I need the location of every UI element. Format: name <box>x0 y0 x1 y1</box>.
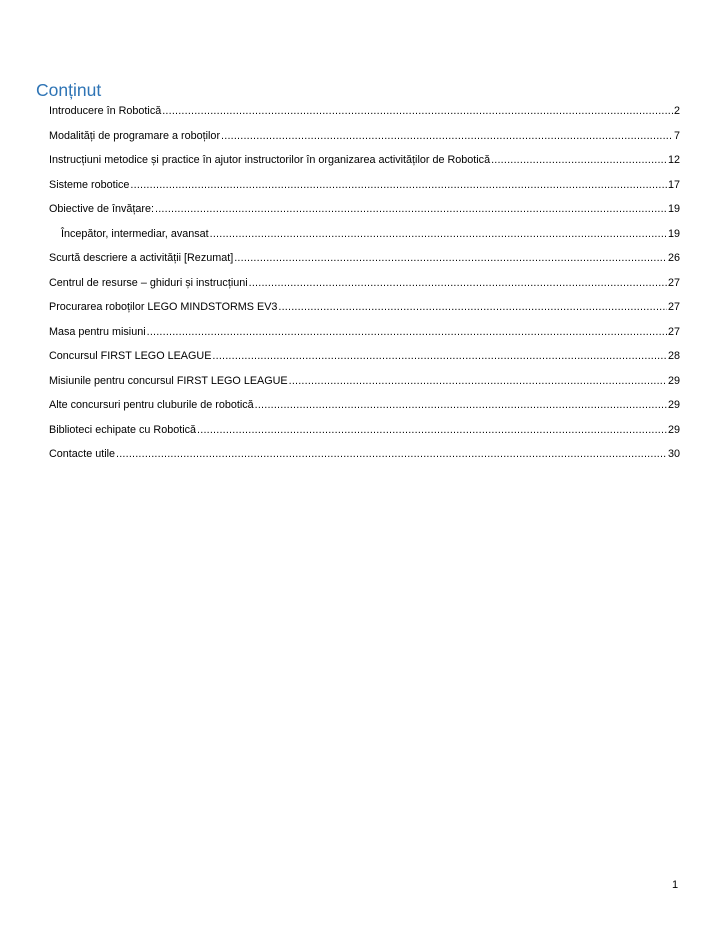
toc-entry[interactable] <box>49 175 680 200</box>
toc-entry-page: 12 <box>667 154 680 166</box>
toc-dot-leader <box>155 199 667 219</box>
toc-entry-page: 27 <box>667 325 680 338</box>
toc-dot-leader <box>278 297 667 317</box>
toc-dot-leader <box>210 224 667 244</box>
toc-entry[interactable] <box>49 444 680 469</box>
toc-entry-title: Alte concursuri pentru cluburile de robotică <box>49 399 254 411</box>
toc-dot-leader <box>234 248 667 268</box>
toc-entry[interactable] <box>49 199 680 224</box>
toc-heading: Conținut <box>36 80 102 100</box>
toc-entry-page: 2 <box>673 105 680 117</box>
toc-entry-page: 29 <box>667 399 680 411</box>
toc-dot-leader <box>197 420 667 440</box>
toc-entry-title: Obiective de învățare: <box>49 203 155 215</box>
toc-entry-title: Sisteme robotice <box>49 178 130 191</box>
toc-entry-title: Biblioteci echipate cu Robotică <box>49 423 197 436</box>
toc-entry[interactable] <box>49 150 680 175</box>
table-of-contents <box>49 101 680 469</box>
toc-entry-title: Misiunile pentru concursul FIRST LEGO LEAGUE <box>49 374 288 387</box>
toc-subentry[interactable] <box>49 224 680 249</box>
toc-entry-page: 30 <box>667 448 680 460</box>
toc-entry-title: Introducere în Robotică <box>49 105 162 117</box>
toc-entry[interactable] <box>49 273 680 298</box>
toc-dot-leader <box>130 175 667 195</box>
toc-entry-title: Modalități de programare a roboților <box>49 129 221 142</box>
toc-entry[interactable] <box>49 371 680 396</box>
toc-dot-leader <box>289 371 667 391</box>
toc-entry[interactable] <box>49 126 680 151</box>
toc-entry[interactable] <box>49 322 680 347</box>
toc-dot-leader <box>212 346 667 366</box>
toc-dot-leader <box>116 444 667 464</box>
toc-entry[interactable] <box>49 297 680 322</box>
toc-entry[interactable] <box>49 420 680 445</box>
page-number: 1 <box>672 879 679 891</box>
toc-entry-page: 29 <box>667 374 680 387</box>
toc-dot-leader <box>147 322 667 342</box>
toc-entry-title: Instrucțiuni metodice și practice în ajutor instructorilor în organizarea activităților de Robotică <box>49 154 491 166</box>
toc-entry-page: 29 <box>667 423 680 436</box>
toc-dot-leader <box>249 273 667 293</box>
toc-entry-page: 27 <box>667 276 680 289</box>
toc-entry-page: 28 <box>667 350 680 362</box>
toc-entry-page: 27 <box>667 301 680 313</box>
toc-dot-leader <box>255 395 667 415</box>
toc-entry[interactable] <box>49 101 680 126</box>
toc-dot-leader <box>221 126 673 146</box>
toc-entry-title: Contacte utile <box>49 448 116 460</box>
toc-dot-leader <box>491 150 667 170</box>
toc-entry-page: 17 <box>667 178 680 191</box>
toc-entry[interactable] <box>49 346 680 371</box>
toc-entry-title: Concursul FIRST LEGO LEAGUE <box>49 350 212 362</box>
toc-entry-title: Procurarea roboților LEGO MINDSTORMS EV3 <box>49 301 278 313</box>
toc-entry-page: 19 <box>667 203 680 215</box>
toc-entry-page: 19 <box>667 227 680 240</box>
toc-dot-leader <box>162 101 673 121</box>
toc-entry-title: Începător, intermediar, avansat <box>61 227 209 240</box>
toc-entry-page: 7 <box>673 129 680 142</box>
toc-entry-title: Centrul de resurse – ghiduri și instrucțiuni <box>49 276 248 289</box>
toc-entry-title: Masa pentru misiuni <box>49 325 146 338</box>
toc-entry[interactable] <box>49 248 680 273</box>
toc-entry[interactable] <box>49 395 680 420</box>
toc-entry-page: 26 <box>667 252 680 264</box>
toc-entry-title: Scurtă descriere a activității [Rezumat] <box>49 252 234 264</box>
